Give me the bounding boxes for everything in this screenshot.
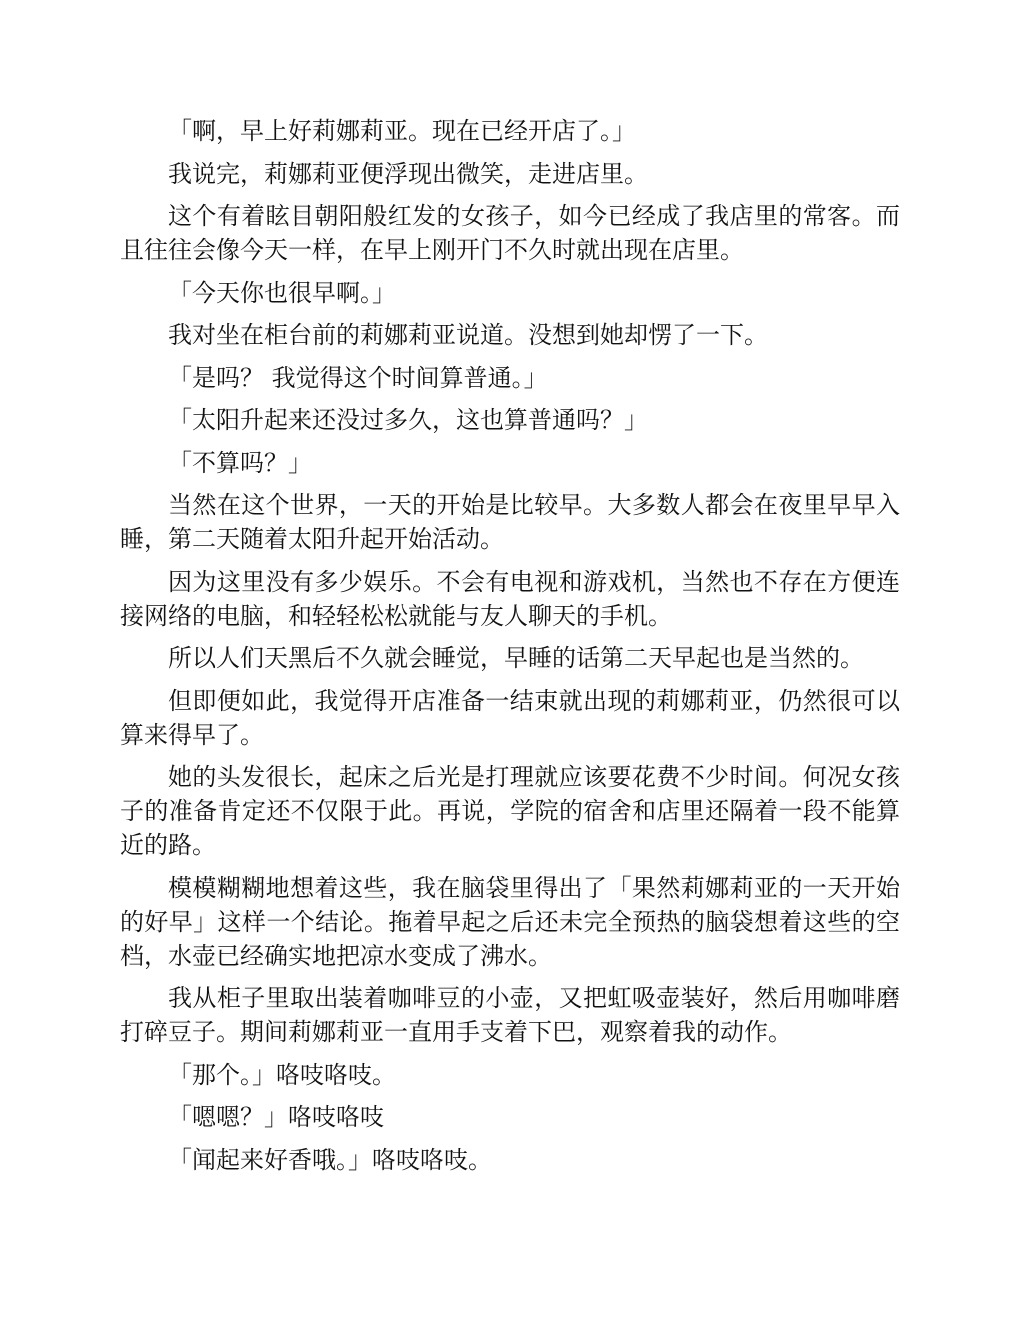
paragraph: 所以人们天黑后不久就会睡觉，早睡的话第二天早起也是当然的。 [168,644,864,672]
paragraph: 「不算吗？」 [168,448,312,477]
paragraph: 这个有着眩目朝阳般红发的女孩子，如今已经成了我店里的常客。而且往往会像今天一样，在早上刚开门不久时就出现在店里。 [120,202,900,264]
paragraph: 模模糊糊地想着这些，我在脑袋里得出了「果然莉娜莉亚的一天开始的好早」这样一个结论。拖着早起之后还未完全预热的脑袋想着这些的空档，水壶已经确实地把凉水变成了沸水。 [120,873,900,970]
paragraph: 我从柜子里取出装着咖啡豆的小壶，又把虹吸壶装好，然后用咖啡磨打碎豆子。期间莉娜莉亚一直用手支着下巴，观察着我的动作。 [120,984,900,1046]
paragraph: 「嗯嗯？」咯吱咯吱 [168,1103,384,1131]
paragraph: 但即便如此，我觉得开店准备一结束就出现的莉娜莉亚，仍然很可以算来得早了。 [120,686,900,749]
paragraph: 「太阳升起来还没过多久，这也算普通吗？」 [168,406,648,434]
paragraph: 「那个。」咯吱咯吱。 [168,1060,396,1089]
paragraph: 当然在这个世界，一天的开始是比较早。大多数人都会在夜里早早入睡，第二天随着太阳升起开始活动。 [120,491,900,553]
paragraph: 因为这里没有多少娱乐。不会有电视和游戏机，当然也不存在方便连接网络的电脑，和轻轻松松就能与友人聊天的手机。 [120,567,900,630]
paragraph: 我说完，莉娜莉亚便浮现出微笑，走进店里。 [168,159,648,188]
paragraph: 「闻起来好香哦。」咯吱咯吱。 [168,1145,492,1174]
document-page [120,114,900,1185]
paragraph: 我对坐在柜台前的莉娜莉亚说道。没想到她却愣了一下。 [168,321,768,349]
paragraph: 「是吗？ 我觉得这个时间算普通。」 [168,363,548,392]
paragraph: 她的头发很长，起床之后光是打理就应该要花费不少时间。何况女孩子的准备肯定还不仅限于此。再说，学院的宿舍和店里还隔着一段不能算近的路。 [120,763,900,859]
paragraph: 「啊，早上好莉娜莉亚。现在已经开店了。」 [168,117,636,145]
paragraph: 「今天你也很早啊。」 [168,278,396,307]
